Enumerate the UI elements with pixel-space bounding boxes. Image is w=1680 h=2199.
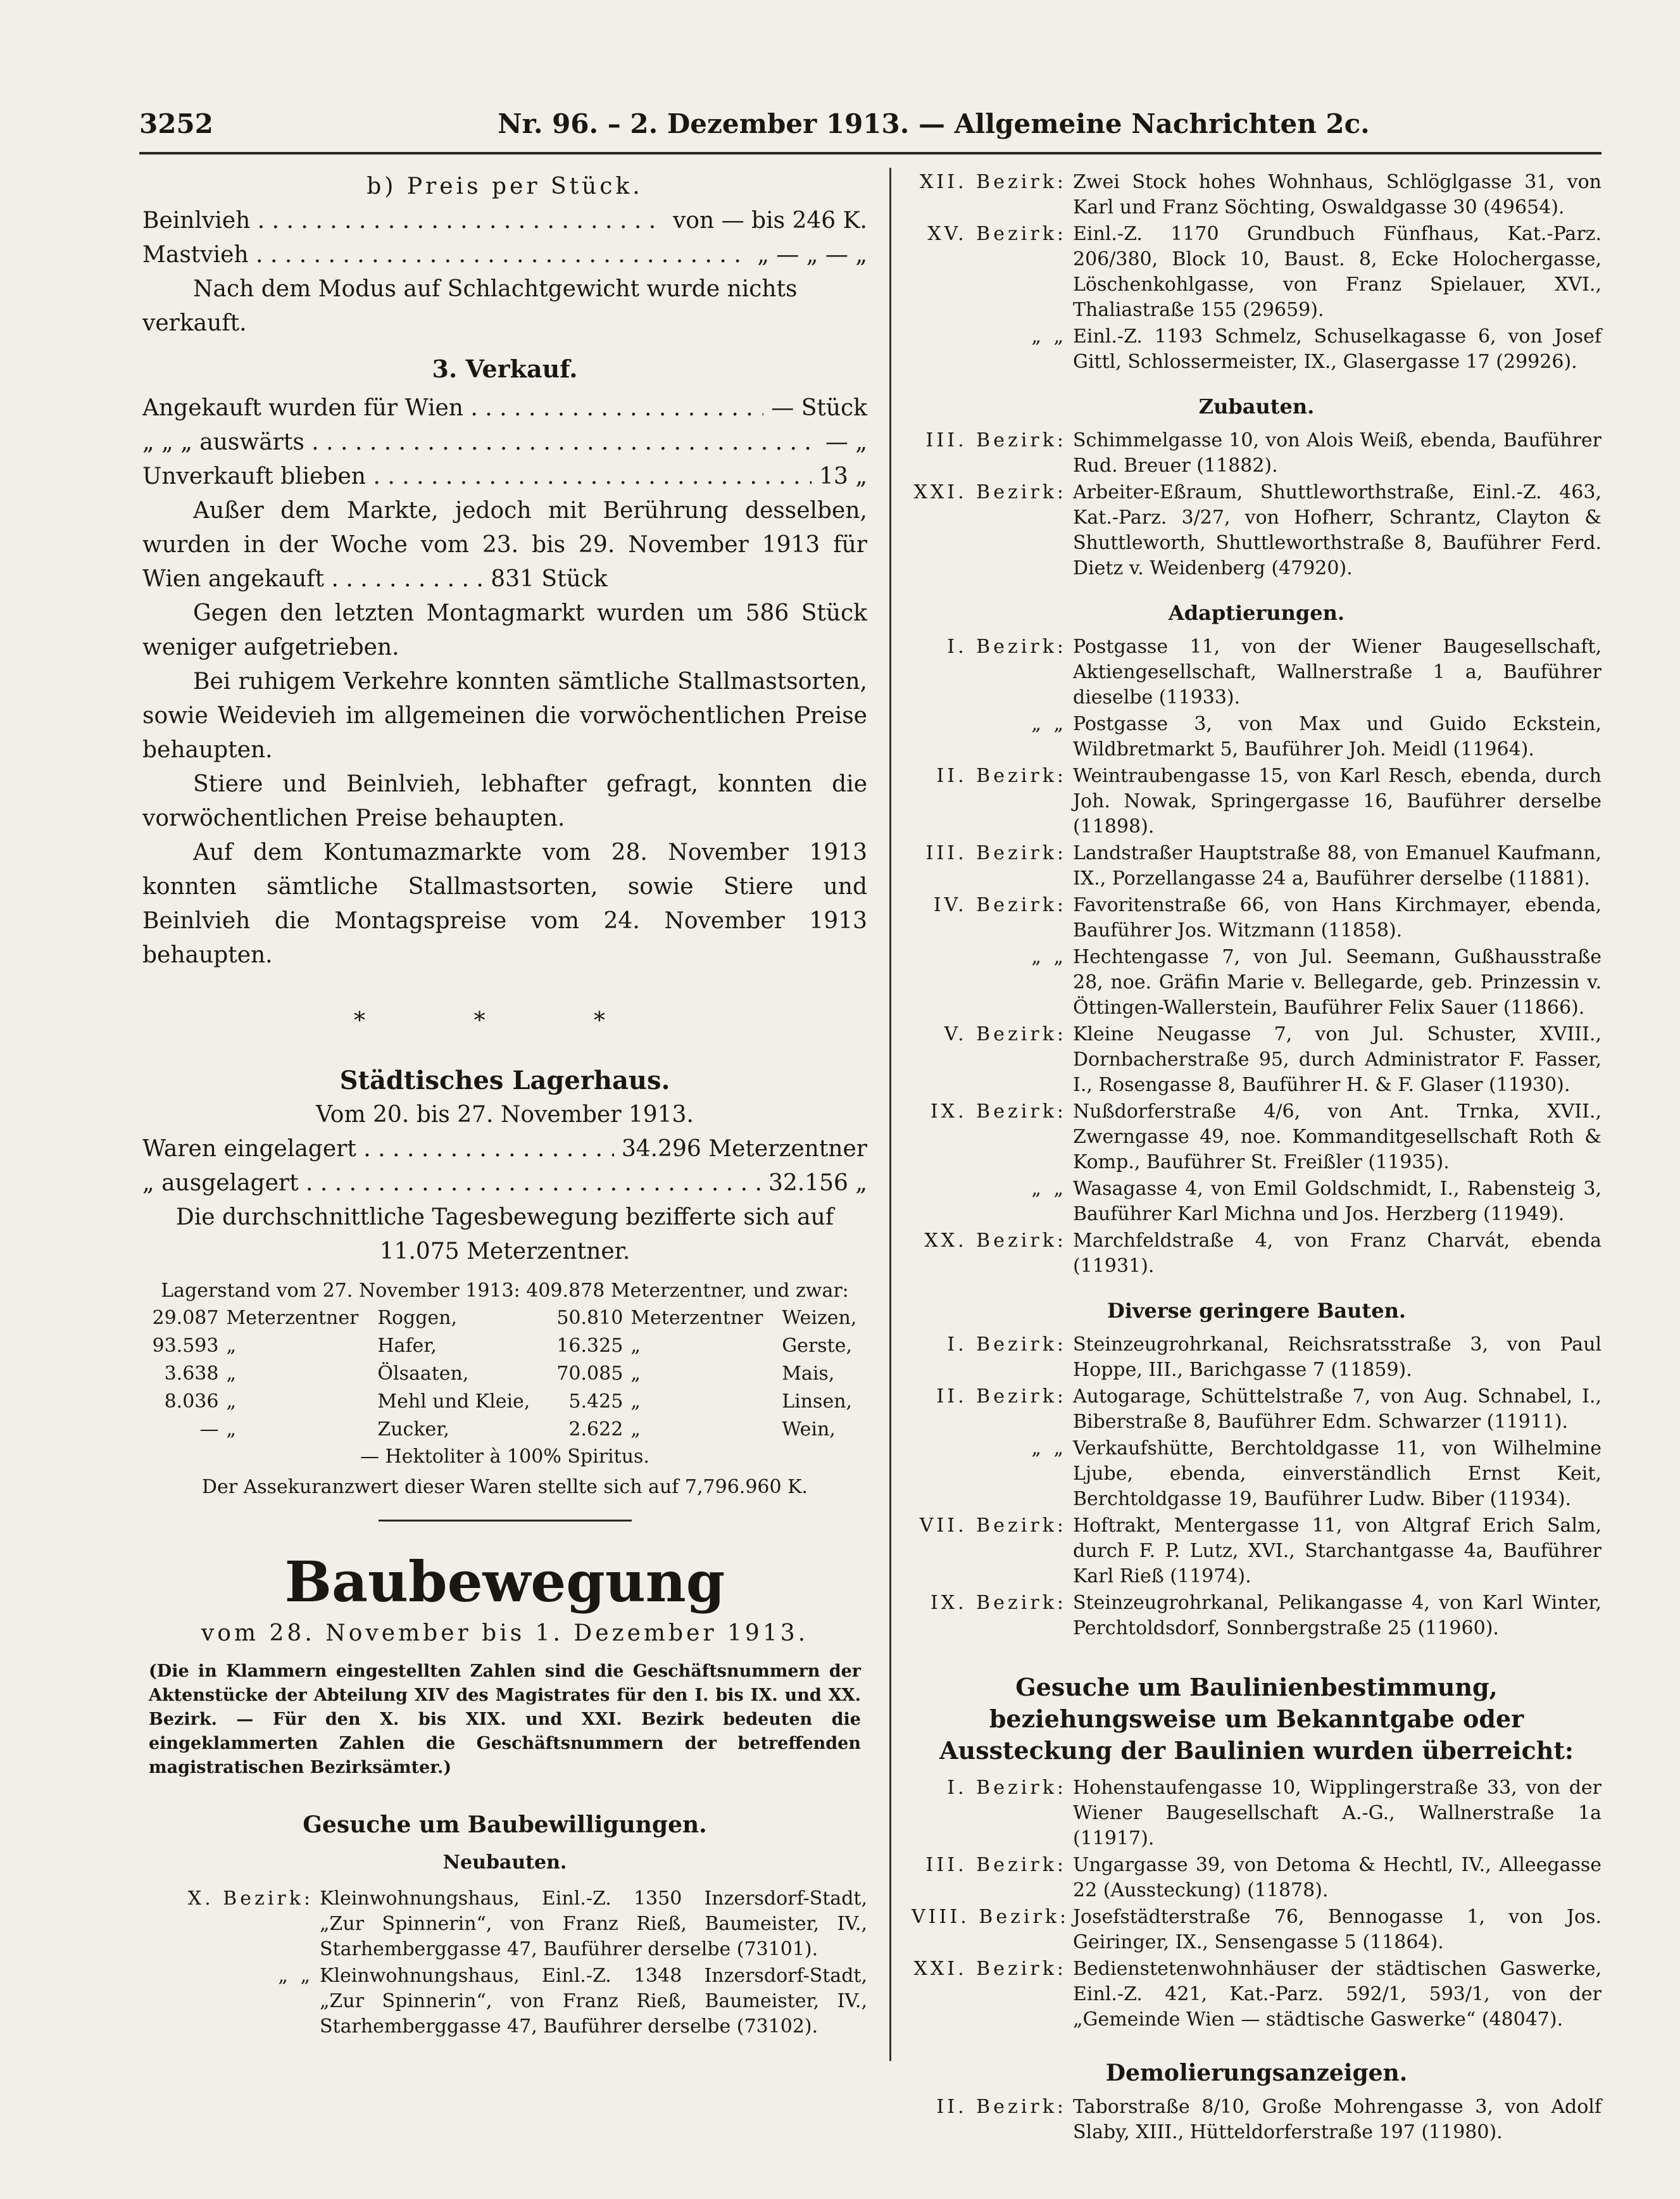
bezirk-label: XXI. Bezirk: xyxy=(913,481,1067,503)
lager-cell: „ xyxy=(630,1335,641,1357)
verkauf-row-label: „ „ „ auswärts . . . xyxy=(142,425,818,460)
hektoliter: — Hektoliter à 100% Spiritus. xyxy=(360,1446,649,1468)
entry-text: Wasagasse 4, von Emil Goldschmidt, I., Rabensteig 3, Bauführer Karl Michna und Jos. Herzberg (11949). xyxy=(1073,1178,1602,1225)
preis-note: Nach dem Modus auf Schlachtgewicht wurde nichts verkauft. xyxy=(142,276,798,336)
lager-cell: 5.425 xyxy=(568,1390,624,1413)
list-item xyxy=(912,1436,1602,1512)
list-item xyxy=(912,1513,1602,1589)
lager-cell: 50.810 xyxy=(556,1307,624,1329)
lager-row-value: 34.296 Meterzentner xyxy=(621,1136,867,1162)
bezirk-label: X. Bezirk: xyxy=(187,1887,313,1910)
entry-text: Ungargasse 39, von Detoma & Hechtl, IV., Alleegasse 22 (Aussteckung) (11878). xyxy=(1073,1854,1602,1901)
zubauten-heading: Zubauten. xyxy=(1198,394,1315,419)
baulinien-list xyxy=(912,1775,1602,2032)
list-item xyxy=(912,480,1602,581)
lager-cell: Mehl und Kleie, xyxy=(377,1390,530,1413)
lager-cell: Linsen, xyxy=(782,1390,853,1413)
list-item xyxy=(912,1022,1602,1098)
lager-cell: 16.325 xyxy=(556,1335,624,1357)
column-rule xyxy=(889,168,891,2061)
para-montag: Gegen den letzten Montagmarkt wurden um 586 Stück weniger aufgetrieben. xyxy=(142,600,867,660)
list-item xyxy=(912,324,1602,375)
list-item xyxy=(912,1332,1602,1383)
entry-text: Josefstädterstraße 76, Bennogasse 1, von Jos. Geiringer, IX., Sensengasse 5 (11864). xyxy=(1073,1906,1602,1953)
bezirk-label: VIII. Bezirk: xyxy=(912,1906,1070,1928)
bezirk-label: „ „ xyxy=(1031,1178,1067,1200)
neubauten-heading: Neubauten. xyxy=(442,1851,567,1874)
bezirk-label: XX. Bezirk: xyxy=(924,1230,1067,1252)
list-item xyxy=(912,893,1602,943)
lager-cell: „ xyxy=(226,1418,237,1440)
entry-text: Verkaufshütte, Berchtoldgasse 11, von Wilhelmine Ljube, ebenda, einverständlich Ernst Keit, Berchtoldgasse 19, Bauführer Ludw. Biber (11934). xyxy=(1073,1437,1602,1510)
neubauten-list xyxy=(142,1886,867,2039)
bezirk-label: VII. Bezirk: xyxy=(919,1515,1067,1537)
entry-text: Postgasse 3, von Max und Guido Eckstein, Wildbretmarkt 5, Bauführer Joh. Meidl (11964). xyxy=(1073,713,1602,760)
verkauf-row-value: — „ xyxy=(825,429,867,455)
lager-table-row xyxy=(142,1304,867,1332)
lagerstand: Lagerstand vom 27. November 1913: 409.878 Meterzentner, und zwar: xyxy=(161,1280,849,1302)
demolierung-heading: Demolierungsanzeigen. xyxy=(1105,2060,1408,2086)
lager-cell: Roggen, xyxy=(377,1307,458,1329)
bezirk-label: XV. Bezirk: xyxy=(927,223,1067,245)
entry-text: Kleinwohnungshaus, Einl.-Z. 1350 Inzersdorf-Stadt, „Zur Spinnerin“, von Franz Rieß, Baumeister, IV., Starhemberggasse 47, Bauführer derselbe (73101). xyxy=(320,1887,867,1960)
verkauf-row-value: — Stück xyxy=(771,395,867,421)
lager-table-row xyxy=(142,1332,867,1360)
bezirk-label: XII. Bezirk: xyxy=(920,171,1067,193)
header-title: Nr. 96. – 2. Dezember 1913. — Allgemeine Nachrichten 2c. xyxy=(498,108,1370,139)
lager-cell: „ xyxy=(226,1335,237,1357)
lager-row-label: „ ausgelagert . . . xyxy=(142,1166,761,1200)
entry-text: Bedienstetenwohnhäuser der städtischen Gaswerke, Einl.-Z. 421, Kat.-Parz. 592/1, 593/1, von der „Gemeinde Wien — städtische Gaswerke“ (48047). xyxy=(1073,1958,1602,2031)
bezirk-label: IV. Bezirk: xyxy=(933,894,1067,916)
tagesbewegung: Die durchschnittliche Tagesbewegung bezifferte sich auf 11.075 Meterzentner. xyxy=(175,1204,834,1264)
bezirk-label: „ „ xyxy=(1031,325,1067,348)
para-markt: Außer dem Markte, jedoch mit Berührung desselben, wurden in der Woche vom 23. bis 29. November 1913 für Wien angekauft . . . . . . . . . . . 831 Stück xyxy=(142,498,867,592)
page-number: 3252 xyxy=(139,108,213,139)
list-item xyxy=(912,945,1602,1021)
list-item xyxy=(912,1228,1602,1279)
entry-text: Autogarage, Schüttelstraße 7, von Aug. Schnabel, I., Biberstraße 8, Bauführer Edm. Schwarzer (11911). xyxy=(1073,1385,1602,1433)
lager-cell: Meterzentner xyxy=(630,1307,763,1329)
page-header xyxy=(139,95,1602,152)
preis-row-value: von — bis 246 K. xyxy=(672,208,867,234)
verkauf-row-label: Angekauft wurden für Wien . . . xyxy=(142,391,763,425)
lager-row xyxy=(142,1132,867,1166)
lager-cell: Zucker, xyxy=(377,1418,449,1440)
verkauf-row-value: 13 „ xyxy=(819,463,867,489)
list-item xyxy=(912,634,1602,710)
adaptierungen-heading: Adaptierungen. xyxy=(1168,601,1345,625)
preis-row xyxy=(142,238,867,272)
diverse-heading: Diverse geringere Bauten. xyxy=(1107,1299,1406,1323)
lagerhaus-period: Vom 20. bis 27. November 1913. xyxy=(316,1102,694,1128)
preis-heading: b) Preis per Stück. xyxy=(367,173,643,199)
list-item xyxy=(912,1956,1602,2032)
lager-row xyxy=(142,1166,867,1200)
entry-text: Hechtengasse 7, von Jul. Seemann, Gußhausstraße 28, noe. Gräfin Marie v. Bellegarde, geb. Prinzessin v. Öttingen-Wallerstein, Bauführer Felix Sauer (11866). xyxy=(1073,946,1602,1019)
verkauf-rows xyxy=(142,391,867,494)
entry-text: Steinzeugrohrkanal, Reichsratsstraße 3, von Paul Hoppe, III., Barichgasse 7 (11859). xyxy=(1073,1333,1602,1381)
entry-text: Hohenstaufengasse 10, Wipplingerstraße 33, von der Wiener Baugesellschaft A.-G., Wallnerstraße 1a (11917). xyxy=(1073,1777,1602,1849)
baubewegung-period: vom 28. November bis 1. Dezember 1913. xyxy=(201,1620,809,1646)
list-item xyxy=(912,764,1602,840)
entry-text: Schimmelgasse 10, von Alois Weiß, ebenda, Bauführer Rud. Breuer (11882). xyxy=(1073,429,1602,477)
entry-text: Einl.-Z. 1193 Schmelz, Schuselkagasse 6, von Josef Gittl, Schlossermeister, IX., Glasergasse 17 (29926). xyxy=(1073,325,1602,373)
entry-text: Postgasse 11, von der Wiener Baugesellschaft, Aktiengesellschaft, Wallnerstraße 1 a, Bauführer dieselbe (11933). xyxy=(1073,636,1602,709)
preis-row xyxy=(142,204,867,238)
bezirk-label: III. Bezirk: xyxy=(925,429,1067,451)
bezirk-label: II. Bezirk: xyxy=(936,765,1067,787)
bezirk-label: „ „ xyxy=(1031,946,1067,968)
preis-rows xyxy=(142,204,867,272)
lager-cell: „ xyxy=(226,1363,237,1385)
lager-rows xyxy=(142,1132,867,1200)
entry-text: Arbeiter-Eßraum, Shuttleworthstraße, Einl.-Z. 463, Kat.-Parz. 3/27, von Hofherr, Schrantz, Clayton & Shuttleworth, Shuttleworthstraße 8, Bauführer Ferd. Dietz v. Weidenberg (47920). xyxy=(1073,481,1602,579)
left-column xyxy=(142,170,867,2041)
lager-cell: Hafer, xyxy=(377,1335,437,1357)
bezirk-label: III. Bezirk: xyxy=(925,842,1067,864)
top-entries xyxy=(912,170,1602,375)
bezirk-label: IX. Bezirk: xyxy=(930,1100,1067,1123)
lager-cell: Gerste, xyxy=(782,1335,853,1357)
list-item xyxy=(912,712,1602,762)
lager-table xyxy=(142,1304,867,1444)
list-item xyxy=(912,428,1602,479)
lager-table-row xyxy=(142,1388,867,1416)
lager-cell: 3.638 xyxy=(164,1363,219,1385)
preis-row-label: Beinlvieh . . . xyxy=(142,204,665,238)
list-item xyxy=(912,1099,1602,1175)
entry-text: Kleine Neugasse 7, von Jul. Schuster, XVIII., Dornbacherstraße 95, durch Administrator F. Fasser, I., Rosengasse 8, Bauführer H. & F. Glaser (11930). xyxy=(1073,1023,1602,1096)
bezirk-label: IX. Bezirk: xyxy=(930,1592,1067,1614)
entry-text: Favoritenstraße 66, von Hans Kirchmayer, ebenda, Bauführer Jos. Witzmann (11858). xyxy=(1073,894,1602,942)
para-verkehr: Bei ruhigem Verkehre konnten sämtliche Stallmastsorten, sowie Weidevieh im allgemeinen die vorwöchentlichen Preise behaupten. xyxy=(142,669,867,763)
lager-cell: 29.087 xyxy=(152,1307,219,1329)
entry-text: Marchfeldstraße 4, von Franz Charvát, ebenda (11931). xyxy=(1073,1230,1602,1277)
verkauf-row xyxy=(142,460,867,494)
verkauf-row xyxy=(142,391,867,425)
baubewegung-note: (Die in Klammern eingestellten Zahlen sind die Geschäftsnummern der Aktenstücke der Abteilung XIV des Magistrates für den I. bis IX. und XX. Bezirk. — Für den X. bis XIX. und XXI. Bezirk bedeuten die eingeklammerten Zahlen die Geschäftsnummern der betreffenden magistratischen Bezirksämter.) xyxy=(149,1661,861,1777)
list-item xyxy=(912,1384,1602,1435)
bezirk-label: I. Bezirk: xyxy=(947,1333,1067,1356)
list-item xyxy=(912,1853,1602,1903)
assekuranz: Der Assekuranzwert dieser Waren stellte sich auf 7,796.960 K. xyxy=(201,1476,808,1498)
bezirk-label: I. Bezirk: xyxy=(947,636,1067,658)
lager-cell: 70.085 xyxy=(556,1363,624,1385)
lager-cell: Meterzentner xyxy=(226,1307,359,1329)
entry-text: Steinzeugrohrkanal, Pelikangasse 4, von Karl Winter, Perchtoldsdorf, Sonnbergstraße 25 (11960). xyxy=(1073,1592,1602,1639)
lager-row-value: 32.156 „ xyxy=(768,1170,867,1196)
list-item xyxy=(912,2095,1602,2145)
entry-text: Nußdorferstraße 4/6, von Ant. Trnka, XVII., Zwerngasse 49, noe. Kommanditgesellschaft Roth & Komp., Bauführer St. Freißler (11935). xyxy=(1073,1100,1602,1173)
stars-divider: * * * xyxy=(354,1008,656,1034)
lager-cell: „ xyxy=(630,1363,641,1385)
para-kontumaz: Auf dem Kontumazmarkte vom 28. November 1913 konnten sämtliche Stallmastsorten, sowie Stiere und Beinlvieh die Montagspreise vom 24. November 1913 behaupten. xyxy=(142,840,867,968)
entry-text: Kleinwohnungshaus, Einl.-Z. 1348 Inzersdorf-Stadt, „Zur Spinnerin“, von Franz Rieß, Baumeister, IV., Starhemberggasse 47, Bauführer derselbe (73102). xyxy=(320,1965,867,2038)
entry-text: Landstraßer Hauptstraße 88, von Emanuel Kaufmann, IX., Porzellangasse 24 a, Bauführer derselbe (11881). xyxy=(1073,842,1602,890)
lager-cell: — xyxy=(199,1418,219,1440)
diverse-list xyxy=(912,1332,1602,1641)
lagerhaus-heading: Städtisches Lagerhaus. xyxy=(339,1066,670,1095)
lager-cell: Mais, xyxy=(782,1363,835,1385)
entry-text: Weintraubengasse 15, von Karl Resch, ebenda, durch Joh. Nowak, Springergasse 16, Bauführer derselbe (11898). xyxy=(1073,765,1602,838)
bezirk-label: III. Bezirk: xyxy=(925,1854,1067,1876)
list-item xyxy=(142,1886,867,1962)
lager-row-label: Waren eingelagert . . . xyxy=(142,1132,614,1166)
demolierung-list xyxy=(912,2095,1602,2145)
preis-row-label: Mastvieh . . . xyxy=(142,238,749,272)
lager-cell: Wein, xyxy=(782,1418,836,1440)
bezirk-label: „ „ xyxy=(278,1965,313,1987)
header-rule xyxy=(139,152,1602,154)
lager-cell: „ xyxy=(226,1390,237,1413)
para-stiere: Stiere und Beinlvieh, lebhafter gefragt, konnten die vorwöchentlichen Preise behaupten. xyxy=(142,771,867,831)
list-item xyxy=(912,1905,1602,1955)
lager-cell: Weizen, xyxy=(782,1307,857,1329)
adaptierungen-list xyxy=(912,634,1602,1279)
lager-cell: Ölsaaten, xyxy=(377,1363,469,1385)
zubauten-list xyxy=(912,428,1602,581)
entry-text: Zwei Stock hohes Wohnhaus, Schlöglgasse 31, von Karl und Franz Söchting, Oswaldgasse 30 (49654). xyxy=(1073,171,1602,218)
bezirk-label: „ „ xyxy=(1031,713,1067,735)
lager-cell: 8.036 xyxy=(164,1390,219,1413)
list-item xyxy=(912,170,1602,220)
list-item xyxy=(912,1176,1602,1227)
bezirk-label: I. Bezirk: xyxy=(947,1777,1067,1799)
entry-text: Taborstraße 8/10, Große Mohrengasse 3, von Adolf Slaby, XIII., Hütteldorferstraße 197 (11980). xyxy=(1073,2096,1602,2143)
preis-row-value: „ — „ — „ xyxy=(757,242,867,268)
list-item xyxy=(912,222,1602,323)
verkauf-row-label: Unverkauft blieben . . . xyxy=(142,460,812,494)
lager-cell: 93.593 xyxy=(152,1335,219,1357)
lager-table-row xyxy=(142,1360,867,1388)
gesuche-heading: Gesuche um Baubewilligungen. xyxy=(303,1811,707,1838)
verkauf-heading: 3. Verkauf. xyxy=(432,355,578,383)
baubewegung-title: Baubewegung xyxy=(284,1549,725,1615)
right-column xyxy=(912,170,1602,2146)
list-item xyxy=(912,1591,1602,1641)
list-item xyxy=(912,841,1602,892)
bezirk-label: V. Bezirk: xyxy=(944,1023,1067,1045)
entry-text: Einl.-Z. 1170 Grundbuch Fünfhaus, Kat.-Parz. 206/380, Block 10, Baust. 8, Ecke Holochergasse, Löschenkohlgasse, von Franz Spielauer, XVI., Thaliastraße 155 (29659). xyxy=(1073,223,1602,321)
section-rule xyxy=(379,1520,632,1522)
bezirk-label: II. Bezirk: xyxy=(936,2096,1067,2118)
lager-cell: „ xyxy=(630,1418,641,1440)
bezirk-label: „ „ xyxy=(1031,1437,1067,1459)
verkauf-row xyxy=(142,425,867,460)
bezirk-label: II. Bezirk: xyxy=(936,1385,1067,1408)
lager-table-row xyxy=(142,1416,867,1444)
bezirk-label: XXI. Bezirk: xyxy=(913,1958,1067,1980)
lager-cell: 2.622 xyxy=(568,1418,624,1440)
entry-text: Hoftrakt, Mentergasse 11, von Altgraf Erich Salm, durch F. P. Lutz, XVI., Starchantgasse 4a, Bauführer Karl Rieß (11974). xyxy=(1073,1515,1602,1587)
lager-cell: „ xyxy=(630,1390,641,1413)
list-item xyxy=(912,1775,1602,1851)
baulinien-heading: Gesuche um Baulinienbestimmung, beziehungsweise um Bekanntgabe oder Aussteckung der Baulinien wurden überreicht: xyxy=(939,1673,1574,1765)
list-item xyxy=(142,1963,867,2039)
